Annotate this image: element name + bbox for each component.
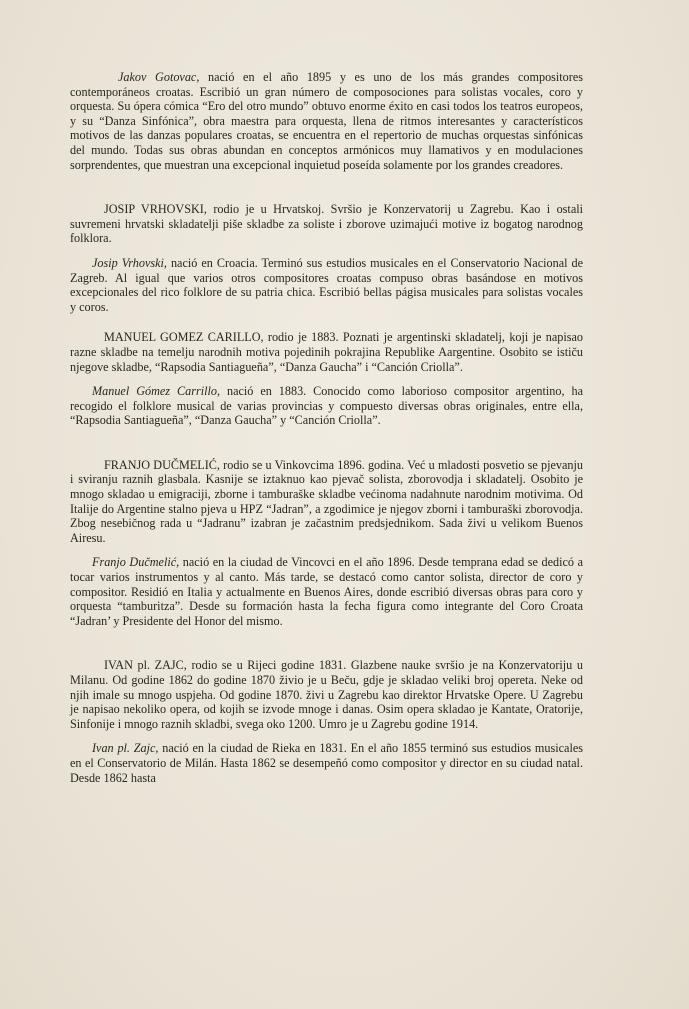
paragraph-text: nació en la ciudad de Rieka en 1831. En el año 1855 terminó sus estudios musicales en el Conservatorio de Milán. Hasta 1862 se desempeñó como compositor y director en su ciudad natal. Desde 1862 hasta bbox=[70, 741, 583, 785]
paragraph-text: MANUEL GOMEZ CARILLO, rodio je 1883. Poznati je argentinski skladatelj, koji je napisao razne skladbe na temelju narodnih motiva pojedinih pokrajina Republike Aargentine. Osobito se ističu njegove skladbe, “Rapsodia Santiagueña”, “Danza Gaucha” i “Canción Criolla”. bbox=[70, 330, 583, 374]
composer-name: Manuel Gómez Carrillo, bbox=[92, 384, 221, 399]
paragraph-text: nació en Croacia. Terminó sus estudios musicales en el Conservatorio Nacional de Zagreb. Al igual que varios otros compositores croatas compuso obras basándose en motivos excepcionales del rico folklore de su patria chica. Escribió bellas págisa musicales para solistas vocales y coros. bbox=[70, 255, 583, 314]
paragraph-carillo-hr bbox=[70, 330, 583, 374]
paragraph-text: nació en la ciudad de Vincovci en el año 1896. Desde temprana edad se dedicó a tocar varios instrumentos y al canto. Más tarde, se destacó como cantor solista, director de coro y compositor. Residió en Italia y actualmente en Buenos Aires, donde escribió diversas obras para coro y orquesta “tamburitza”. Desde su formación hasta la fecha figura como integrante del Coro Croata “Jadran’ y Presidente del Honor del mismo. bbox=[70, 555, 583, 628]
paragraph-carillo-es bbox=[70, 384, 583, 428]
paragraph-text: FRANJO DUČMELIĆ, rodio se u Vinkovcima 1896. godina. Već u mladosti posvetio se pjevanju i sviranju raznih glasbala. Kasnije se iztaknuo kao pjevač solista, zborovodja i skladatelj. Osobito je mnogo skladao u emigraciji, zborne i tamburaške skladbe većinoma nadahnute narodnim motivima. Od Italije do Argentine stalno pjeva u HPZ “Jadran”, a zgodimice je njegov zborni i tamburaški zborovodja. Zbog nesebičnog rada u “Jadranu” izabran je začastnim predsjednikom. Sada živi u velikom Buenos Airesu. bbox=[70, 457, 583, 545]
paragraph-zajc-es bbox=[70, 741, 583, 785]
paragraph-zajc-hr bbox=[70, 658, 583, 731]
composer-name: Josip Vrhovski, bbox=[92, 255, 167, 270]
paragraph-gotovac-es bbox=[70, 70, 583, 172]
composer-name: Franjo Dučmelić, bbox=[92, 555, 180, 570]
paragraph-ducmelic-hr bbox=[70, 458, 583, 546]
paragraph-text: nació en el año 1895 y es uno de los más grandes compositores contemporáneos croatas. Escribió un gran número de composociones para solistas vocales, coro y orquesta. Su ópera cómica “Ero del otro mundo” obtuvo enorme éxito en casi todos los teatros europeos, y su “Danza Sinfónica”, obra maestra para orquesta, llena de ritmos interesantes y característicos motivos de las danzas populares croatas, se encuentra en el repertorio de muchas orquestas sinfónicas del mundo. Todas sus obras abundan en conceptos armónicos muy llamativos y en modulaciones sorprendentes, que muestran una excepcional inquietud poseída solamente por los grandes creadores. bbox=[70, 70, 583, 172]
paragraph-text: nació en 1883. Conocido como laborioso compositor argentino, ha recogido el folklore musical de varias provincias y compuesto diversas obras originales, entre ella, “Rapsodia Santiagueña”, “Danza Gaucha” y “Canción Criolla”. bbox=[70, 384, 583, 428]
composer-name: Jakov Gotovac, bbox=[118, 70, 200, 84]
paragraph-text: IVAN pl. ZAJC, rodio se u Rijeci godine 1831. Glazbene nauke svršio je na Konzervatoriju u Milanu. Od godine 1862 do godine 1870 živio je u Beču, gdje je skladao veliki broj opereta. Neke od njih imale su mnogo uspjeha. Od godine 1870. živi u Zagrebu kao direktor Hrvatske Opere. U Zagrebu je napisao nekoliko opera, od kojih se izvode mnoge i danas. Osim opera skladao je Kantate, Oratorije, Sinfonije i mnogo raznih skladbi, svega oko 1200. Umro je u Zagrebu godine 1914. bbox=[70, 658, 583, 731]
paragraph-vrhovski-es bbox=[70, 256, 583, 314]
paragraph-text: JOSIP VRHOVSKI, rodio je u Hrvatskoj. Svršio je Konzervatorij u Zagrebu. Kao i ostali suvremeni hrvatski skladatelji piše skladbe za soliste i zborove uzimajući motive iz bogatog narodnog folklora. bbox=[70, 202, 583, 246]
composer-name: Ivan pl. Zajc, bbox=[92, 741, 159, 756]
paragraph-vrhovski-hr bbox=[70, 202, 583, 246]
paragraph-ducmelic-es bbox=[70, 555, 583, 628]
